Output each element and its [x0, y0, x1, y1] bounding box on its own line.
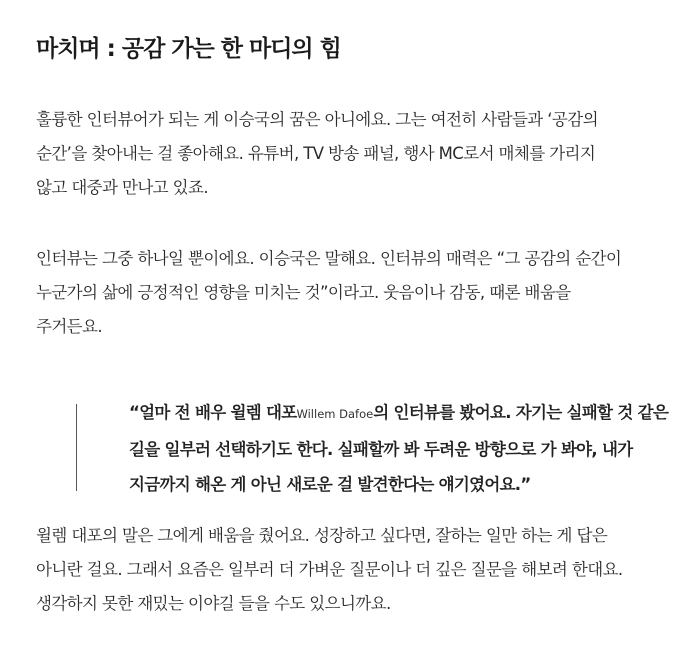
paragraph-3-line: 아니란 걸요. 그래서 요즘은 일부러 더 가벼운 질문이나 더 깊은 질문을 해보려 한대요.	[36, 560, 623, 579]
paragraph-2-line: 주거든요.	[36, 317, 103, 336]
paragraph-1-line: 훌륭한 인터뷰어가 되는 게 이승국의 꿈은 아니에요. 그는 여전히 사람들과 ‘공감의	[36, 110, 598, 129]
pull-quote-line: 길을 일부러 선택하기도 한다. 실패할까 봐 두려운 방향으로 가 봐야, 내가	[129, 440, 633, 459]
paragraph-3-line: 윌렘 대포의 말은 그에게 배움을 줬어요. 성장하고 싶다면, 잘하는 일만 하는 게 답은	[36, 526, 608, 545]
paragraph-1-line: 순간’을 찾아내는 걸 좋아해요. 유튜버, TV 방송 패널, 행사 MC로서 매체를 가리지	[36, 144, 596, 163]
actor-name-english: Willem Dafoe	[296, 407, 374, 421]
paragraph-2	[36, 242, 656, 344]
paragraph-1-line: 않고 대중과 만나고 있죠.	[36, 178, 208, 197]
paragraph-3	[36, 519, 656, 621]
paragraph-2-line: 누군가의 삶에 긍정적인 영향을 미치는 것”이라고. 웃음이나 감동, 때론 배움을	[36, 283, 571, 302]
pull-quote-text	[129, 395, 668, 502]
paragraph-3-line: 생각하지 못한 재밌는 이야길 들을 수도 있으니까요.	[36, 594, 391, 613]
pull-quote-line-start: “얼마 전 배우 윌렘 대포	[129, 403, 297, 422]
paragraph-1	[36, 103, 656, 205]
paragraph-2-line: 인터뷰는 그중 하나일 뿐이에요. 이승국은 말해요. 인터뷰의 매력은 “그 공감의 순간이	[36, 249, 622, 268]
pull-quote	[76, 403, 674, 494]
section-heading: 마치며 : 공감 가는 한 마디의 힘	[36, 36, 341, 62]
pull-quote-line: 지금까지 해온 게 아닌 새로운 걸 발견한다는 얘기였어요.”	[129, 475, 531, 494]
pull-quote-line	[129, 395, 668, 432]
pull-quote-line-end: 의 인터뷰를 봤어요. 자기는 실패할 것 같은	[373, 403, 669, 422]
